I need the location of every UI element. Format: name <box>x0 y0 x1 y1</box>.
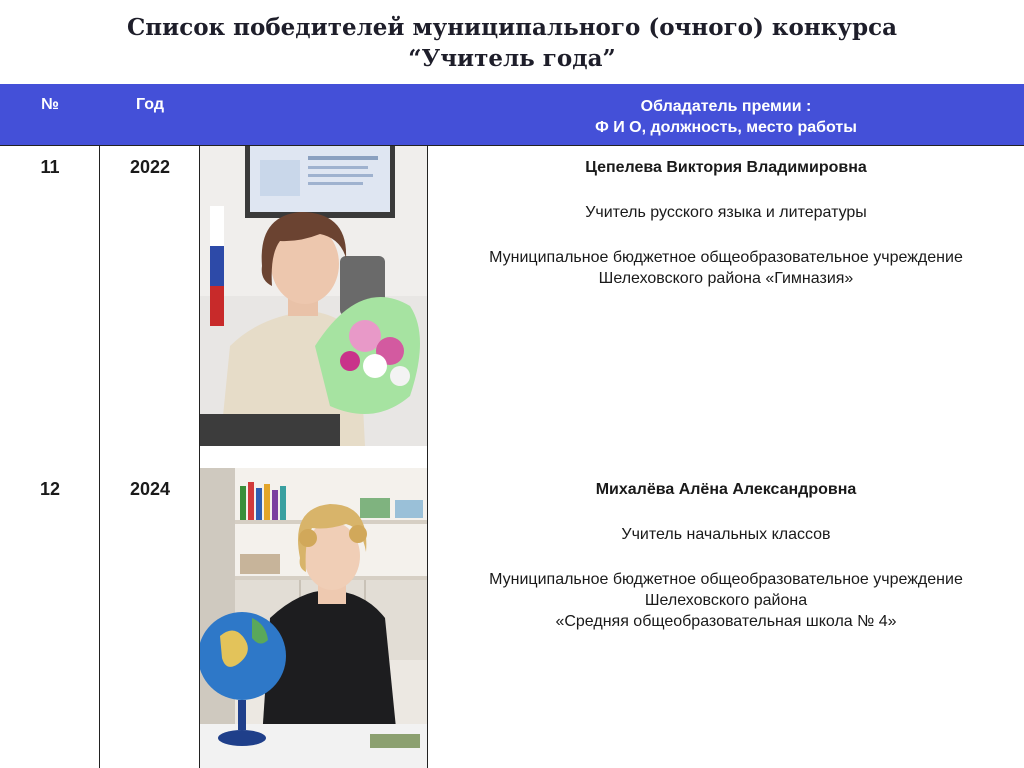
row-2-position: Учитель начальных классов <box>621 526 831 543</box>
row-1-org <box>428 247 1024 289</box>
row-2-name: Михалёва Алёна Александровна <box>595 481 857 498</box>
row-2-org-line-1: Муниципальное бюджетное общеобразовательное учреждение <box>489 571 963 588</box>
row-2-photo <box>200 468 427 768</box>
row-2-org-line-2: Шелеховского района <box>644 592 808 609</box>
title-line-2: “Учитель года” <box>408 45 616 72</box>
header-num: № <box>41 96 59 113</box>
column-divider-1 <box>99 146 100 768</box>
row-1-org-line-1: Муниципальное бюджетное общеобразовательное учреждение <box>489 249 963 266</box>
header-holder-line-2: Ф И О, должность, место работы <box>595 119 857 136</box>
row-1-name: Цепелева Виктория Владимировна <box>585 159 867 176</box>
header-holder <box>428 96 1024 138</box>
header-holder-line-1: Обладатель премии : <box>640 98 812 115</box>
row-1-org-line-2: Шелеховского района «Гимназия» <box>598 270 854 287</box>
row-2-org-line-3: «Средняя общеобразовательная школа № 4» <box>555 613 897 630</box>
row-2-year: 2024 <box>129 479 171 499</box>
row-2-org <box>428 569 1024 632</box>
row-1-info <box>428 157 1024 289</box>
row-2-num: 12 <box>39 479 61 499</box>
page-title <box>0 12 1024 74</box>
header-year: Год <box>136 96 164 113</box>
header-bottom-border <box>0 145 1024 146</box>
title-line-1: Список победителей муниципального (очного) конкурса <box>127 14 897 41</box>
row-1-photo <box>200 146 427 446</box>
row-1-position: Учитель русского языка и литературы <box>585 204 867 221</box>
row-2-info <box>428 479 1024 632</box>
row-1-year: 2022 <box>129 157 171 177</box>
row-1-num: 11 <box>40 157 60 177</box>
table-header <box>0 84 1024 146</box>
teacher-portrait-2 <box>200 468 427 768</box>
teacher-portrait-1 <box>200 146 427 446</box>
